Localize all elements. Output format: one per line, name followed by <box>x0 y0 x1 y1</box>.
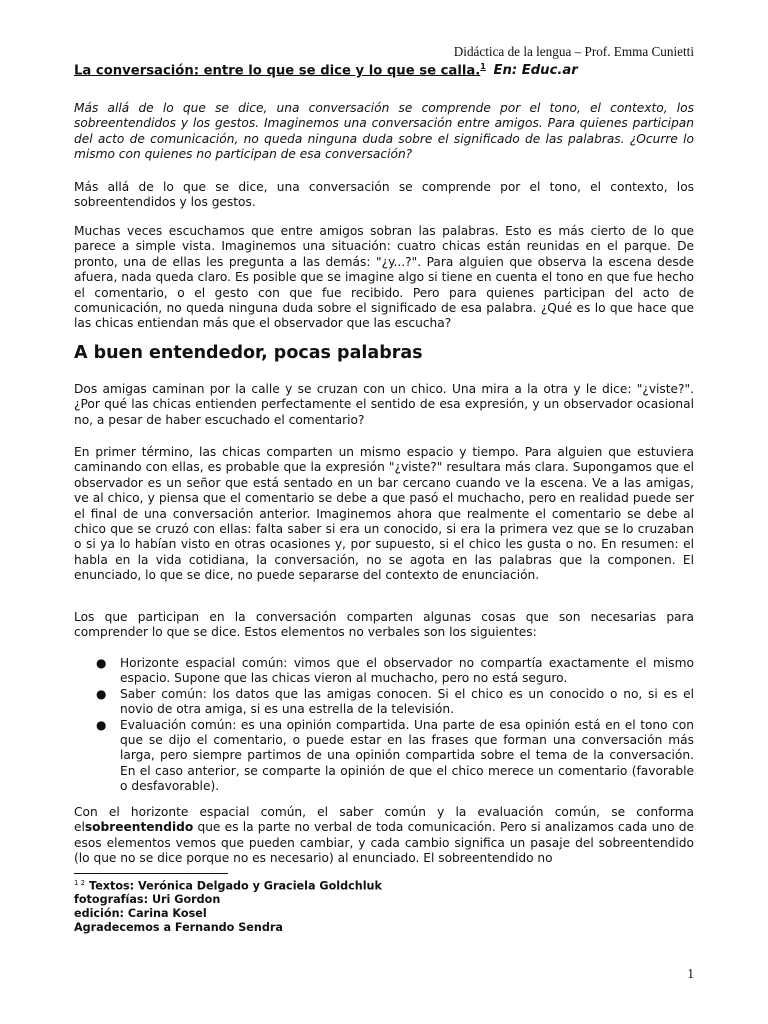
list-item-text: Evaluación común: es una opinión compartida. Una parte de esa opinión está en el tono con que se dijo el comentario, o puede estar en las frases que forman una conversación más larga, pero siempre partimos de una opinión compartida sobre el tema de la conversación. En el caso anterior, se comparte la opinión de que el chico merece un comentario (favorable o desfavorable). <box>120 717 694 794</box>
body-paragraph-shared-elements: Los que participan en la conversación comparten algunas cosas que son necesarias para comprender lo que se dice. Estos elementos no verbales son los siguientes: <box>74 610 694 640</box>
footnote-line: Agradecemos a Fernando Sendra <box>74 920 283 934</box>
title-source: En: Educ.ar <box>493 63 578 79</box>
keyword-sobreentendido: sobreentendido <box>84 820 194 835</box>
list-item <box>74 656 694 687</box>
list-item-text: Horizonte espacial común: vimos que el observador no compartía exactamente el mismo espacio. Supone que las chicas vieron al muchacho, pero no está seguro. <box>120 656 694 686</box>
body-paragraph-two-friends: Dos amigas caminan por la calle y se cruzan con un chico. Una mira a la otra y le dice: "¿viste?". ¿Por qué las chicas entienden perfectamente el sentido de esa expresión, y un observador ocasional no, a pesar de haber escuchado el comentario? <box>74 382 694 427</box>
list-item-text: Saber común: los datos que las amigas conocen. Si el chico es un conocido o no, si es el novio de otra amiga, si es una estrella de la televisión. <box>120 686 694 717</box>
running-header: Didáctica de la lengua – Prof. Emma Cunietti <box>453 44 694 59</box>
bullet-icon: ● <box>96 656 107 670</box>
bullet-list <box>74 656 694 795</box>
footnote-mark: 1 2 <box>74 879 86 887</box>
document-title <box>74 62 578 78</box>
footnote-line: fotografías: Uri Gordon <box>74 893 221 907</box>
bullet-icon: ● <box>96 686 107 701</box>
intro-paragraph: Más allá de lo que se dice, una conversación se comprende por el tono, el contexto, los sobreentendidos y los gestos. <box>74 180 694 210</box>
body-paragraph-first-term: En primer término, las chicas comparten un mismo espacio y tiempo. Para alguien que estuviera caminando con ellas, es probable que la expresión "¿viste?" resultara más clara. Supongamos que el observador es un señor que está sentado en un bar cercano cuando ve la escena. Ve a las amigas, ve al chico, y piensa que el comentario se debe a que pasó el muchacho, pero en realidad puede ser el final de una conversación anterior. Imaginemos ahora que realmente el comentario se debe al chico que se cruzó con ellas: falta saber si era un conocido, si era la primera vez que se lo cruzaban o si ya lo habían visto en otras ocasiones y, por supuesto, si el chico les gusta o no. En resumen: el habla en la vida cotidiana, la conversación, no se agota en las palabras que la componen. El enunciado, lo que se dice, no puede separarse del contexto de enunciación. <box>74 445 694 583</box>
page-number: 1 <box>687 966 694 981</box>
footnotes <box>74 877 694 934</box>
footnote-line: edición: Carina Kosel <box>74 906 207 920</box>
body-paragraph-sobreentendido <box>74 805 694 867</box>
paragraph-text-start: Con el horizonte espacial común, el saber común y la evaluación común, se conforma el <box>74 805 694 835</box>
section-heading: A buen entendedor, pocas palabras <box>74 343 423 363</box>
footnote-line <box>74 877 694 893</box>
bullet-icon: ● <box>96 717 107 732</box>
list-item <box>74 718 694 795</box>
footnote-divider <box>74 873 228 874</box>
list-item <box>74 687 694 718</box>
body-paragraph-friends: Muchas veces escuchamos que entre amigos sobran las palabras. Esto es más cierto de lo que parece a simple vista. Imaginemos una situación: cuatro chicas están reunidas en el parque. De pronto, una de ellas les pregunta a las demás: "¿y...?". Para alguien que observa la escena desde afuera, nada queda claro. Es posible que se imagine algo si tiene en cuenta el tono en que fue hecho el comentario, o el gesto con que fue recibido. Pero para quienes participan del acto de comunicación, no queda ninguna duda sobre el significado de esa palabra. ¿Qué es lo que hace que las chicas entiendan más que el observador que las escucha? <box>74 224 694 331</box>
paragraph-text-end: que es la parte no verbal de toda comunicación. Pero si analizamos cada uno de esos elementos vemos que pueden cambiar, y cada cambio significa un pasaje del sobreentendido (lo que no se dice porque no es necesario) al enunciado. El sobreentendido no <box>74 820 694 866</box>
footnote-text: Textos: Verónica Delgado y Graciela Goldchluk <box>89 879 382 893</box>
abstract-paragraph: Más allá de lo que se dice, una conversación se comprende por el tono, el contexto, los sobreentendidos y los gestos. Imaginemos una conversación entre amigos. Para quienes participan del acto de comunicación, no queda ninguna duda sobre el significado de las palabras. ¿Ocurre lo mismo con quienes no participan de esa conversación? <box>74 101 694 162</box>
title-text: La conversación: entre lo que se dice y lo que se calla. <box>74 63 481 79</box>
title-footnote-ref: 1 <box>480 62 486 71</box>
